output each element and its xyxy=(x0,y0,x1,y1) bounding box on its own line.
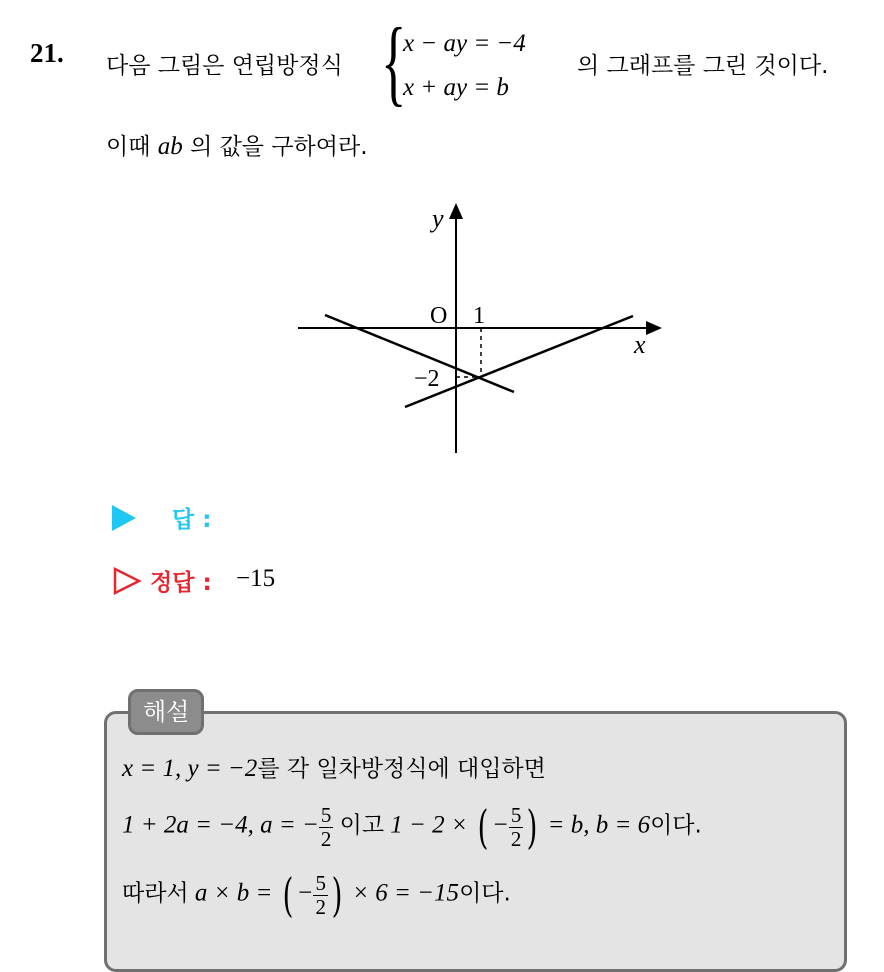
solution-line3-end: 이다. xyxy=(459,880,511,907)
y-axis-label: y xyxy=(432,204,444,233)
origin-label: O xyxy=(430,303,448,329)
solution-line3-a: a × b = xyxy=(194,879,273,907)
correct-value: −15 xyxy=(236,565,276,592)
answer-label: 답 : xyxy=(172,507,212,533)
x-axis-arrow xyxy=(646,321,662,335)
solution-line2-end: 이다. xyxy=(650,812,702,839)
question-line2-suffix: 의 값을 구하여라. xyxy=(190,134,368,160)
solution-line-2: 1 + 2a = −4, a = − $\frac{5}{2}$ 이고 1 − 2 × ( − $\frac{5}{2}$ ) = b, b = 6이다. xyxy=(122,800,702,854)
y-axis-arrow xyxy=(449,203,463,219)
solution-line1-math: x = 1, y = −2 xyxy=(122,755,258,782)
fraction-5-2-c: $\frac{5}{2}$ xyxy=(315,871,326,919)
equation-1: x − ay = −4 xyxy=(403,30,526,57)
question-line2 xyxy=(106,128,368,161)
question-intro: 다음 그림은 연립방정식 xyxy=(106,53,343,79)
solution-line3-prefix: 따라서 xyxy=(122,880,189,907)
equation-2: x + ay = b xyxy=(403,74,509,101)
question-suffix: 의 그래프를 그린 것이다. xyxy=(577,53,829,79)
solution-tag: 해설 xyxy=(128,689,204,735)
solution-line2-mid: 이고 xyxy=(339,812,385,839)
question-number: 21. xyxy=(30,38,64,68)
question-line2-var: ab xyxy=(157,133,183,160)
fraction-5-2-a: $\frac{5}{2}$ xyxy=(320,803,332,851)
answer-triangle-icon xyxy=(112,505,136,531)
y-tick-label: −2 xyxy=(414,366,440,392)
solution-line1-text: 를 각 일차방정식에 대입하면 xyxy=(257,756,546,782)
linear-graph xyxy=(290,195,670,460)
x-axis-label: x xyxy=(634,330,646,359)
x-tick-label: 1 xyxy=(473,303,485,329)
solution-line2-c: = b, b = 6 xyxy=(547,811,651,839)
correct-triangle-icon xyxy=(112,566,142,596)
system-brace: { xyxy=(381,8,407,115)
solution-line3-b: × 6 = −15 xyxy=(352,879,460,907)
solution-line-3: 따라서 a × b = ( − $\frac{5}{2}$ ) × 6 = −15이다. xyxy=(122,868,511,922)
solution-line2-b: 1 − 2 × xyxy=(390,811,468,839)
fraction-5-2-b: $\frac{5}{2}$ xyxy=(510,803,522,851)
correct-label: 정답 : xyxy=(150,570,212,596)
solution-line2-a: 1 + 2a = −4, a = − xyxy=(122,811,319,839)
solution-line-1 xyxy=(122,750,546,783)
question-line2-prefix: 이때 xyxy=(106,134,151,160)
